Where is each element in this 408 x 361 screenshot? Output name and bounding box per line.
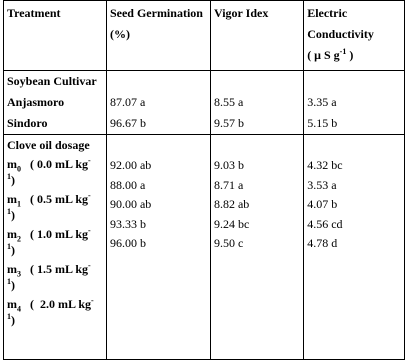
dose-close: ) <box>11 313 15 327</box>
header-germination-line1: Seed Germination <box>109 6 203 20</box>
table-cell: 9.57 b <box>213 116 244 130</box>
table-cell: 88.00 a <box>109 177 146 192</box>
dose-sup: - <box>88 261 91 270</box>
spacer <box>214 71 299 92</box>
header-ec <box>304 1 405 71</box>
clove-doses <box>4 135 107 360</box>
table-cell: 8.82 ab <box>213 197 250 211</box>
cultivar-germination <box>106 71 210 135</box>
table-cell: 90.00 ab <box>109 197 152 211</box>
table-cell: 4.78 d <box>307 236 338 250</box>
dose-label <box>7 261 102 296</box>
dose-text: ( 0.5 mL kg <box>21 192 89 206</box>
dose-m: m <box>7 262 17 276</box>
dose-label <box>7 226 102 261</box>
table-cell: 3.53 a <box>307 177 337 192</box>
header-ec-line1: Electric <box>307 6 348 20</box>
table-cell: 3.35 a <box>307 95 337 109</box>
table-cell: 8.71 a <box>213 177 244 192</box>
dose-label <box>7 296 102 331</box>
dose-m: m <box>7 192 17 206</box>
dose-sup: - <box>88 156 91 165</box>
cultivar-names <box>4 71 107 135</box>
dose-close: ) <box>11 173 15 187</box>
clove-ec <box>304 135 405 360</box>
dose-tail: 1 <box>7 207 11 216</box>
dose-m: m <box>7 157 17 171</box>
header-ec-unit: ( μ S g <box>307 48 340 62</box>
spacer <box>110 71 206 92</box>
spacer <box>307 135 400 156</box>
clove-germination <box>106 135 210 360</box>
table-cell: 9.03 b <box>213 158 244 172</box>
dose-tail: 1 <box>7 277 11 286</box>
dose-m: m <box>7 227 17 241</box>
dose-sup: - <box>91 296 94 305</box>
header-ec-line3 <box>307 45 400 66</box>
dose-text: ( 2.0 mL kg <box>21 297 92 311</box>
dose-label <box>7 191 102 226</box>
clove-title: Clove oil dosage <box>7 138 90 152</box>
results-table <box>3 0 405 360</box>
dose-sup: - <box>88 226 91 235</box>
dose-sub: 1 <box>17 199 21 209</box>
table-cell: 4.32 bc <box>307 158 343 172</box>
dose-sub: 4 <box>17 304 21 314</box>
table-cell: 87.07 a <box>109 95 146 109</box>
dose-tail: 1 <box>7 172 11 181</box>
header-ec-line2: Conductivity <box>307 27 374 41</box>
header-row <box>4 1 405 71</box>
dose-close: ) <box>11 278 15 292</box>
dose-sub: 3 <box>17 269 21 279</box>
table-cell: 96.67 b <box>109 116 146 130</box>
header-germination <box>106 1 210 71</box>
dose-text: ( 1.0 mL kg <box>21 227 89 241</box>
header-treatment <box>4 1 107 71</box>
cultivar-title: Soybean Cultivar <box>7 74 97 88</box>
dose-sub: 2 <box>17 234 21 244</box>
header-vigor-text: Vigor Idex <box>213 6 269 20</box>
spacer <box>307 71 400 92</box>
table-cell: 5.15 b <box>307 116 338 130</box>
dose-close: ) <box>11 208 15 222</box>
table-cell: 9.24 bc <box>213 216 250 231</box>
spacer <box>214 135 299 156</box>
dose-tail: 1 <box>7 242 11 251</box>
clove-vigor <box>210 135 303 360</box>
clove-section <box>4 135 405 360</box>
cultivar-name: Sindoro <box>7 116 48 130</box>
table-cell: 92.00 ab <box>109 158 152 172</box>
table-cell: 4.07 b <box>307 197 338 211</box>
dose-text: ( 0.0 mL kg <box>21 157 89 171</box>
header-ec-unit-end: ) <box>346 48 354 62</box>
table-cell: 93.33 b <box>109 216 146 231</box>
dose-text: ( 1.5 mL kg <box>21 262 89 276</box>
dose-m: m <box>7 297 17 311</box>
dose-tail: 1 <box>7 312 11 321</box>
dose-sub: 0 <box>17 164 21 174</box>
table-cell: 96.00 b <box>109 236 146 250</box>
table-cell: 8.55 a <box>213 95 244 109</box>
cultivar-name: Anjasmoro <box>7 95 65 109</box>
cultivar-section <box>4 71 405 135</box>
cultivar-ec <box>304 71 405 135</box>
header-vigor <box>210 1 303 71</box>
cultivar-vigor <box>210 71 303 135</box>
dose-close: ) <box>11 243 15 257</box>
header-germination-line2: (%) <box>109 27 130 41</box>
spacer <box>110 135 206 156</box>
table-cell: 9.50 c <box>213 236 244 250</box>
header-ec-unit-exp: -1 <box>339 47 347 56</box>
dose-sup: - <box>88 191 91 200</box>
dose-label <box>7 156 102 191</box>
table-cell: 4.56 cd <box>307 216 343 231</box>
header-treatment-text: Treatment <box>7 6 61 20</box>
